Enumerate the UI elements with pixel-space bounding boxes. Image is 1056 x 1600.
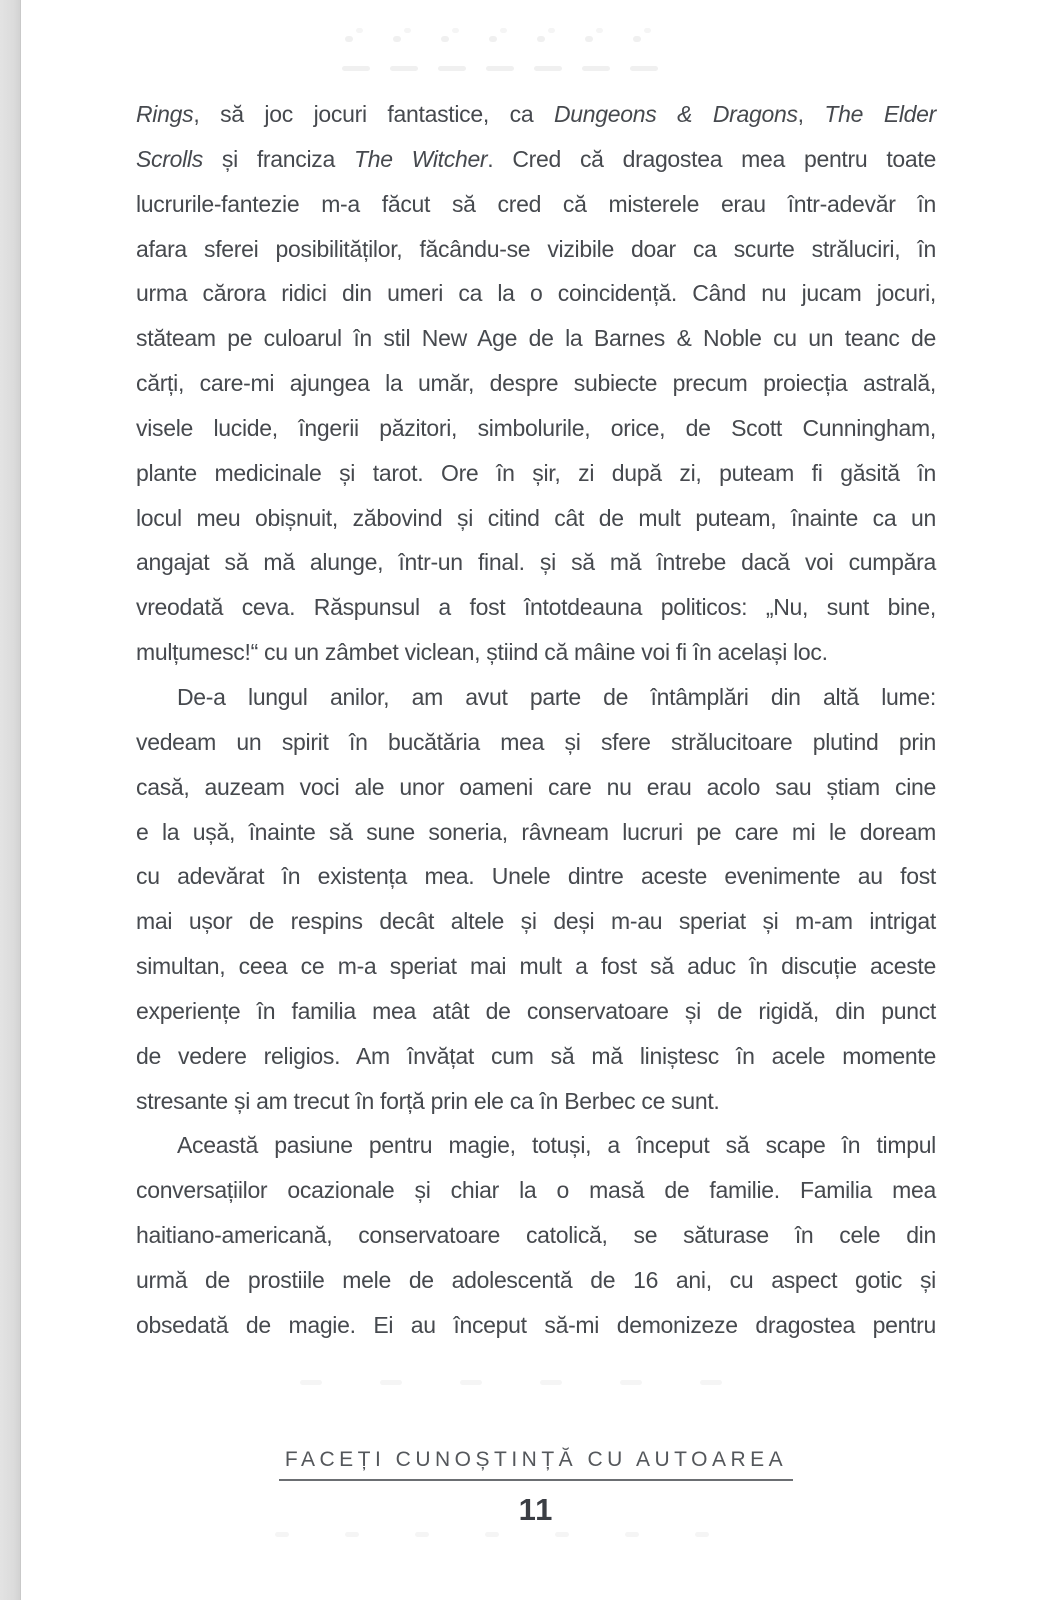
bleed-through-mark: [441, 36, 449, 42]
bleed-through-mark: [342, 66, 370, 71]
text-line: cărți, care-mi ajungea la umăr, despre subiecte precum proiecția astrală,: [136, 370, 936, 397]
text-line: haitiano-americană, conservatoare catolică, se săturase în cele din: [136, 1222, 936, 1249]
bleed-through-mark: [415, 1532, 429, 1537]
text-line: e la ușă, înainte să sune soneria, râvneam lucruri pe care mi le doream: [136, 818, 936, 845]
text-line: cu adevărat în existența mea. Unele dintre aceste evenimente au fost: [136, 863, 936, 890]
bleed-through-mark: [404, 28, 411, 33]
bleed-through-mark: [596, 28, 603, 33]
bleed-through-mark: [345, 1532, 359, 1537]
bleed-through-mark: [452, 28, 459, 33]
text-line: Scrolls și franciza The Witcher. Cred că dragostea mea pentru toate: [136, 145, 936, 172]
footer: [136, 1448, 936, 1481]
bleed-through-mark: [485, 1532, 499, 1537]
bleed-through-mark: [534, 66, 562, 71]
text-line: mulțumesc!“ cu un zâmbet viclean, știind că mâine voi fi în același loc.: [136, 639, 828, 666]
text-line: plante medicinale și tarot. Ore în șir, zi după zi, puteam fi găsită în: [136, 459, 936, 486]
text-line: conversațiilor ocazionale și chiar la o masă de familie. Familia mea: [136, 1177, 936, 1204]
text-line: stresante și am trecut în forță prin ele ca în Berbec ce sunt.: [136, 1087, 720, 1114]
page-number: 11: [518, 1492, 554, 1527]
bleed-through-mark: [380, 1380, 402, 1385]
text-line: De-a lungul anilor, am avut parte de întâmplări din altă lume:: [177, 683, 936, 710]
text-line: Rings, să joc jocuri fantastice, ca Dungeons & Dragons, The Elder: [136, 101, 937, 127]
text-line: afara sferei posibilităților, făcându-se vizibile doar ca scurte străluciri, în: [136, 235, 936, 262]
text-line: locul meu obișnuit, zăbovind și citind cât de mult puteam, înainte ca un: [136, 504, 936, 531]
bleed-through-mark: [275, 1532, 289, 1537]
bleed-through-mark: [630, 66, 658, 71]
text-line: Această pasiune pentru magie, totuși, a început să scape în timpul: [177, 1132, 936, 1159]
text-line: visele lucide, îngerii păzitori, simbolurile, orice, de Scott Cunningham,: [136, 414, 936, 441]
bleed-through-mark: [540, 1380, 562, 1385]
text-line: lucrurile-fantezie m-a făcut să cred că misterele erau într-adevăr în: [136, 190, 936, 217]
bleed-through-mark: [585, 36, 593, 42]
bleed-through-mark: [438, 66, 466, 71]
bleed-through-mark: [582, 66, 610, 71]
bleed-through-mark: [625, 1532, 639, 1537]
bleed-through-mark: [500, 28, 507, 33]
text-line: de vedere religios. Am învățat cum să mă liniștesc în acele momente: [136, 1042, 936, 1069]
text-line: obsedată de magie. Ei au început să-mi demonizeze dragostea pentru: [136, 1311, 936, 1338]
footer-heading: FACEȚI CUNOȘTINȚĂ CU AUTOAREA: [279, 1448, 793, 1481]
bleed-through-mark: [460, 1380, 482, 1385]
bleed-through-mark: [620, 1380, 642, 1385]
text-line: urma cărora ridici din umeri ca la o coincidență. Când nu jucam jocuri,: [136, 280, 936, 307]
bleed-through-mark: [644, 28, 651, 33]
text-line: mai ușor de respins decât altele și deși m-au speriat și m-am intrigat: [136, 908, 936, 935]
text-line: casă, auzeam voci ale unor oameni care nu erau acolo sau știam cine: [136, 773, 936, 800]
text-line: simultan, ceea ce m-a speriat mai mult a fost să aduc în discuție aceste: [136, 953, 936, 980]
bleed-through-mark: [390, 66, 418, 71]
text-line: experiențe în familia mea atât de conservatoare și de rigidă, din punct: [136, 997, 936, 1024]
bleed-through-mark: [300, 1380, 322, 1385]
text-line: urmă de prostiile mele de adolescentă de 16 ani, cu aspect gotic și: [136, 1266, 936, 1293]
bleed-through-mark: [555, 1532, 569, 1537]
bleed-through-mark: [356, 28, 363, 33]
bleed-through-mark: [489, 36, 497, 42]
bleed-through-mark: [393, 36, 401, 42]
bleed-through-mark: [695, 1532, 709, 1537]
bleed-through-mark: [548, 28, 555, 33]
text-line: vreodată ceva. Răspunsul a fost întotdeauna politicos: „Nu, sunt bine,: [136, 594, 936, 621]
text-line: angajat să mă alunge, într-un final. și să mă întrebe dacă voi cumpăra: [136, 549, 936, 576]
bleed-through-mark: [537, 36, 545, 42]
bleed-through-mark: [345, 36, 353, 42]
text-line: vedeam un spirit în bucătăria mea și sfere strălucitoare plutind prin: [136, 728, 936, 755]
text-line: stăteam pe culoarul în stil New Age de la Barnes & Noble cu un teanc de: [136, 325, 936, 352]
bleed-through-mark: [700, 1380, 722, 1385]
bleed-through-mark: [633, 36, 641, 42]
page-edge-shadow: [0, 0, 21, 1600]
bleed-through-mark: [486, 66, 514, 71]
text-block: [136, 92, 936, 1348]
